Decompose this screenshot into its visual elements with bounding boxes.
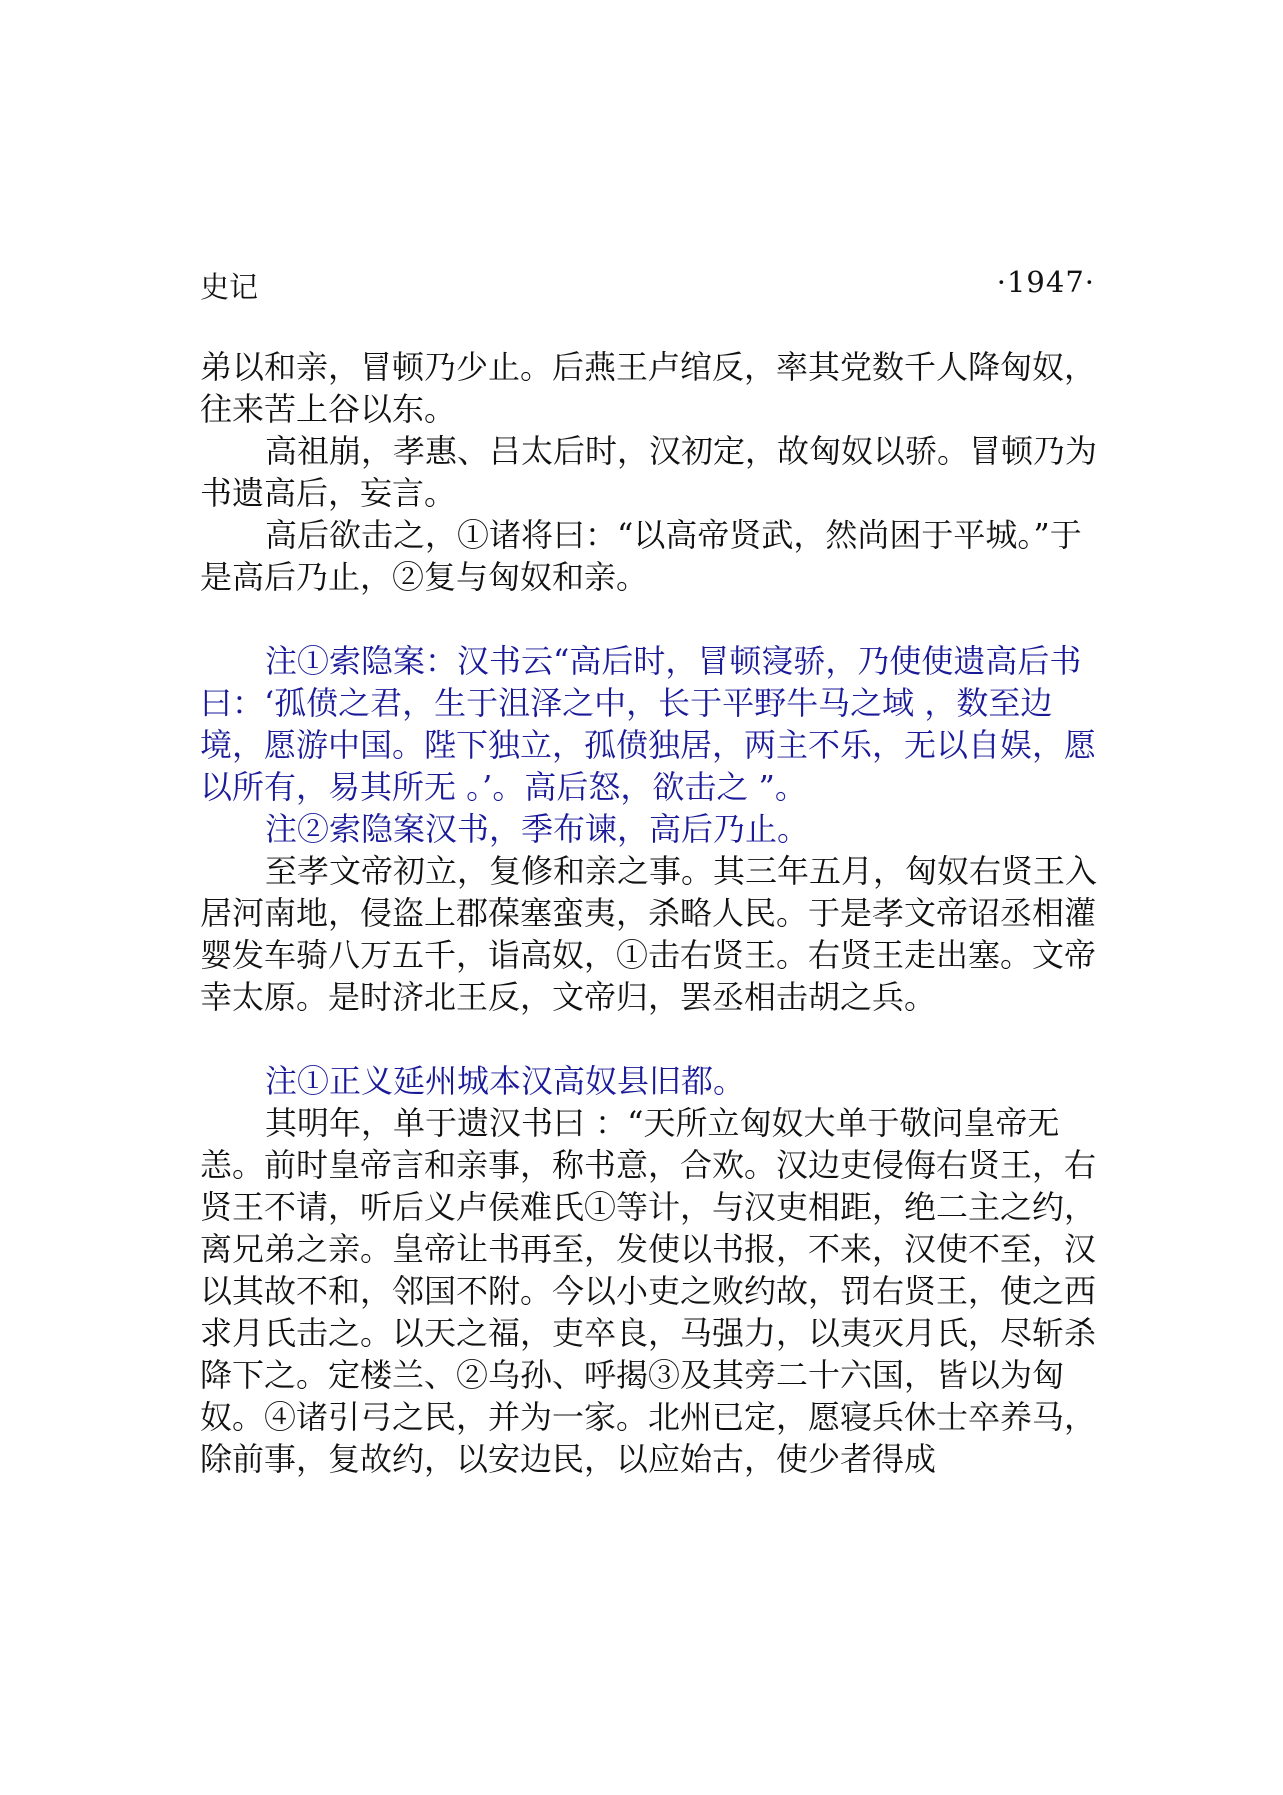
spacer: [200, 598, 1110, 640]
paragraph: 高后欲击之，①诸将曰：“以高帝贤武，然尚困于平城。”于是高后乃止，②复与匈奴和亲。: [200, 516, 1082, 596]
annotation-note: 注①索隐案：汉书云“高后时，冒顿寖骄，乃使使遗高后书曰：‘孤偾之君，生于沮泽之中，长于平野牛马之域 ，数至边境，愿游中国。陛下独立，孤偾独居，两主不乐，无以自娱，愿以所有，易其所无 。’。高后怒，欲击之 ”。: [200, 642, 1097, 806]
page-number: ·1947·: [996, 265, 1095, 299]
page-header: [200, 265, 1095, 315]
body-text: [200, 346, 1110, 1480]
paragraph: 至孝文帝初立，复修和亲之事。其三年五月，匈奴右贤王入居河南地，侵盗上郡葆塞蛮夷，杀略人民。于是孝文帝诏丞相灌婴发车骑八万五千，诣高奴，①击右贤王。右贤王走出塞。文帝幸太原。是时济北王反，文帝归，罢丞相击胡之兵。: [200, 852, 1098, 1016]
annotation-note: 注①正义延州城本汉高奴县旧都。: [265, 1062, 746, 1100]
paragraph: 高祖崩，孝惠、吕太后时，汉初定，故匈奴以骄。冒顿乃为书遗高后，妄言。: [200, 432, 1098, 512]
paragraph: 弟以和亲，冒顿乃少止。后燕王卢绾反，率其党数千人降匈奴，往来苦上谷以东。: [200, 348, 1097, 428]
spacer: [200, 1018, 1110, 1060]
annotation-note: 注②索隐案汉书，季布谏，高后乃止。: [265, 810, 810, 848]
book-title: 史记: [200, 270, 259, 304]
paragraph: 其明年，单于遗汉书曰 ：“天所立匈奴大单于敬问皇帝无恙。前时皇帝言和亲事，称书意，合欢。汉边吏侵侮右贤王，右贤王不请，听后义卢侯难氏①等计，与汉吏相距，绝二主之约，离兄弟之亲。皇帝让书再至，发使以书报，不来，汉使不至，汉以其故不和，邻国不附。今以小吏之败约故，罚右贤王，使之西求月氏击之。以天之福，吏卒良，马强力，以夷灭月氏，尽斩杀降下之。定楼兰、②乌孙、呼揭③及其旁二十六国，皆以为匈奴。④诸引弓之民，并为一家。北州已定，愿寝兵休士卒养马，除前事，复故约，以安边民，以应始古，使少者得成: [200, 1104, 1097, 1478]
